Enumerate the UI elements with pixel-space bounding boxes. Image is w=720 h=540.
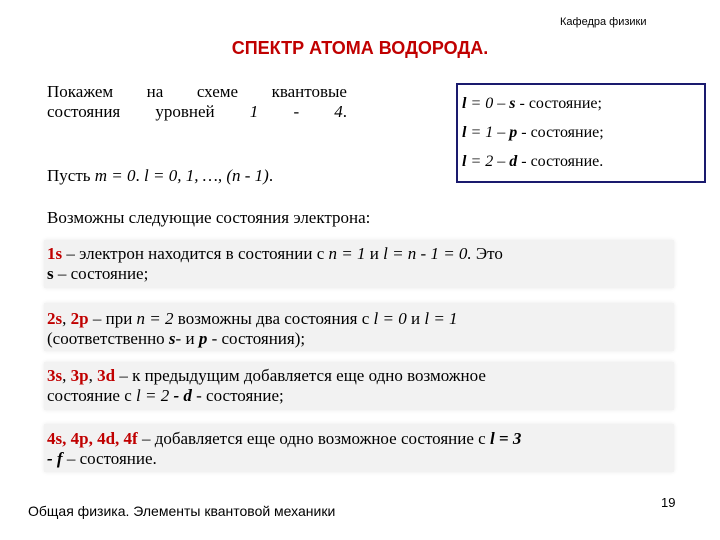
state-3d-label: 3d — [97, 366, 116, 385]
state-1s-block: 1s – электрон находится в состоянии с n = 1 и l = n - 1 = 0. Это s – состояние; — [47, 244, 503, 283]
intro-line-1: Покажем на схеме квантовые — [47, 82, 347, 101]
intro-line-2: состояния уровней 1 - 4. — [47, 102, 347, 121]
legend-item-s: l = 0 – s - состояние; — [462, 95, 602, 112]
department-label: Кафедра физики — [560, 16, 647, 28]
state-3s-label: 3s — [47, 366, 63, 385]
state-2p-label: 2p — [70, 309, 89, 328]
page-number: 19 — [661, 495, 676, 510]
legend-item-p: l = 1 – p - состояние; — [462, 124, 604, 141]
footer-text: Общая физика. Элементы квантовой механики — [28, 503, 336, 519]
state-4-block: 4s, 4p, 4d, 4f – добавляется еще одно возможное состояние с l = 3 - f – состояние. — [47, 429, 522, 468]
slide-title: СПЕКТР АТОМА ВОДОРОДА. — [231, 38, 489, 58]
state-2-block: 2s, 2p – при n = 2 возможны два состояния с l = 0 и l = 1 (соответственно s- и p - состояния); — [47, 309, 458, 348]
state-4-labels: 4s, 4p, 4d, 4f — [47, 429, 138, 448]
possible-states-heading: Возможны следующие состояния электрона: — [47, 208, 371, 227]
state-2s-label: 2s — [47, 309, 63, 328]
state-3p-label: 3p — [70, 366, 89, 385]
state-1s-label: 1s — [47, 244, 63, 263]
intro-text — [47, 82, 347, 122]
legend-item-d: l = 2 – d - состояние. — [462, 153, 604, 170]
orbital-legend-box — [456, 83, 706, 183]
let-statement: Пусть m = 0. l = 0, 1, …, (n - 1). — [47, 166, 274, 185]
state-3-block: 3s, 3p, 3d – к предыдущим добавляется еще одно возможное состояние с l = 2 - d - состояние; — [47, 366, 486, 405]
